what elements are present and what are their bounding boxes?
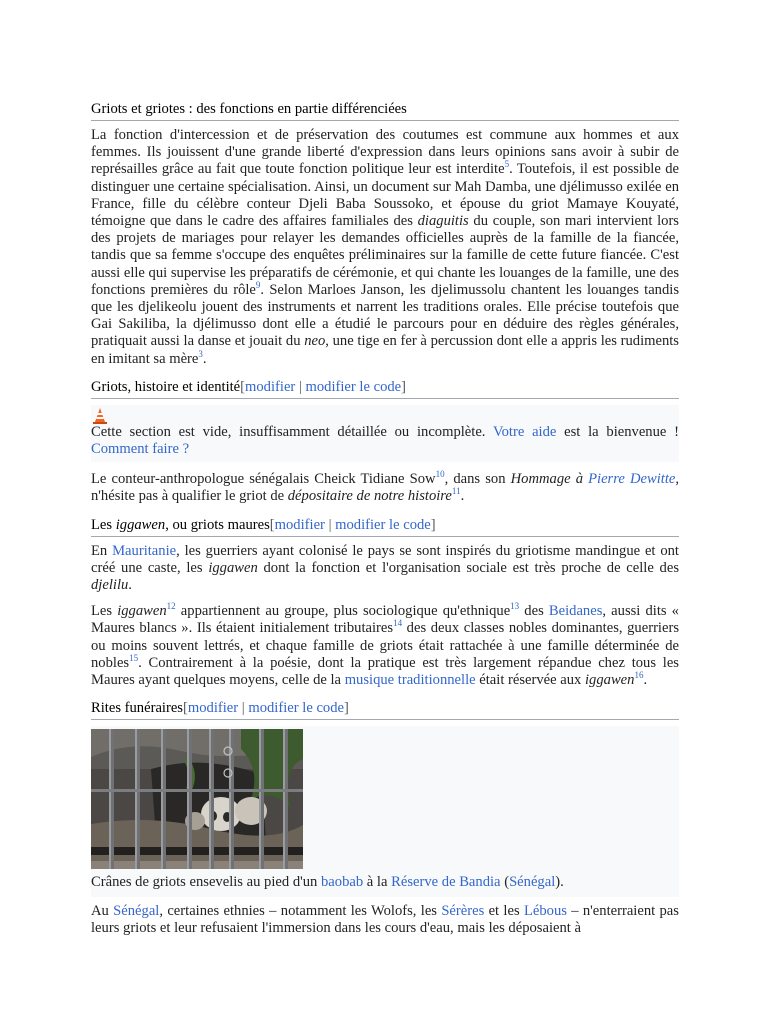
reference-link[interactable]: 11: [451, 486, 461, 497]
sereres-link[interactable]: Sérères: [441, 903, 485, 920]
section-heading-iggawen: [91, 516, 679, 537]
edit-code-link[interactable]: modifier le code: [248, 700, 344, 717]
figure: [91, 726, 679, 897]
notice-text: Cette section est vide, insuffisamment détaillée ou incomplète.: [91, 423, 486, 440]
edit-section-links: [modifier | modifier le code]: [183, 700, 349, 717]
paragraph: En Mauritanie, les guerriers ayant colonisé le pays se sont inspirés du griotisme mandingue et ont créé une caste, les iggawen dont la fonction et l'organisation sociale est très proche de celle des djelilu.: [91, 542, 680, 594]
section-heading-histoire-identite: [91, 378, 679, 399]
reserve-bandia-link[interactable]: Réserve de Bandia: [391, 874, 501, 891]
paragraph: Le conteur-anthropologue sénégalais Cheick Tidiane Sow$^{10}$, dans son Hommage à Pierre Dewitte, n'hésite pas à qualifier le griot de dépositaire de notre histoire$^{11}$.: [91, 469, 680, 505]
paragraph: Les iggawen$^{12}$ appartiennent au groupe, plus sociologique qu'ethnique$^{13}$ des Beidanes, aussi dits « Maures blancs ». Ils étaient initialement tributaires$^{14}$ des deux classes nobles dominantes, guerriers ou moins souvent lettrés, et chaque famille de griots était rattachée à une famille déterminée de nobles$^{15}$. Contrairement à la poésie, dont la pratique est très largement répandue chez tous les Maures ayant quelques moyens, celle de la musique traditionnelle était réservée aux iggawen$^{16}$.: [91, 601, 679, 689]
reference-link[interactable]: 15: [129, 653, 139, 664]
senegal-link[interactable]: Sénégal: [113, 903, 160, 920]
griot-skulls-photo[interactable]: [91, 729, 303, 869]
edit-link[interactable]: modifier: [274, 516, 325, 533]
reference-link[interactable]: 13: [510, 601, 520, 612]
reference-link[interactable]: 16: [634, 670, 644, 681]
article-content: [91, 100, 679, 947]
section-title: Griots, histoire et identité: [91, 378, 241, 395]
reference-link[interactable]: 12: [166, 601, 176, 612]
how-to-link[interactable]: Comment faire ?: [91, 441, 190, 458]
traffic-cone-icon: [93, 408, 107, 424]
paragraph: La fonction d'intercession et de préservation des coutumes est commune aux hommes et aux femmes. Ils jouissent d'une grande liberté d'expression dans leurs opinions sans avoir à subir de représailles grâce au fait que toute fonction politique leur est interdite$^5$. Toutefois, il est possible de distinguer une certaine spécialisation. Ainsi, un document sur Mah Damba, une djélimusso exilée en France, fille du célèbre conteur Djeli Baba Soussoko, et épouse du griot Mamaye Kouyaté, témoigne que dans le cadre des affaires familiales des diaguitis du couple, son mari intervient lors des projets de mariages pour relayer les demandes officielles auprès de la famille de la fiancée, tandis que sa femme s'occupe des enquêtes préliminaires sur la famille de cette future fiancée. C'est aussi elle qui supervise les préparatifs de cérémonie, et qui chante les louanges de la famille, une des fonctions premières du rôle$^9$. Selon Marloes Janson, les djelimussolu chantent les louanges tandis que les djelikeolu jouent des instruments et narrent les traditions orales. Elle précise toutefois que Gai Sakiliba, la djélimusso dont elle a étudié le parcours pour en déduire des règles générales, pratiquait aussi la danse et jouait du neo, une tige en fer à percussion dont elle a appris les rudiments en imitant sa mère$^3$.: [91, 127, 679, 367]
edit-code-link[interactable]: modifier le code: [305, 378, 402, 395]
senegal-link[interactable]: Sénégal: [509, 874, 556, 891]
reference-link[interactable]: 5: [504, 159, 510, 170]
lebous-link[interactable]: Lébous: [523, 903, 567, 920]
section-title: Les iggawen, ou griots maures: [91, 516, 270, 533]
edit-link[interactable]: modifier: [245, 378, 296, 395]
reference-link[interactable]: 10: [435, 469, 445, 480]
pierre-dewitte-link[interactable]: Pierre Dewitte: [588, 471, 676, 488]
edit-section-links: [modifier | modifier le code]: [240, 378, 407, 395]
incomplete-section-notice: Cette section est vide, insuffisamment détaillée ou incomplète. Votre aide est la bienvenue ! Comment faire ?: [91, 405, 679, 462]
section-title: Rites funéraires: [91, 700, 183, 717]
mauritanie-link[interactable]: Mauritanie: [112, 542, 177, 559]
reference-link[interactable]: 9: [255, 279, 261, 290]
help-link[interactable]: Votre aide: [492, 423, 557, 440]
section-heading-griots-griotes: [91, 100, 679, 121]
section-title: Griots et griotes : des fonctions en partie différenciées: [91, 101, 407, 117]
paragraph: Au Sénégal, certaines ethnies – notamment les Wolofs, les Sérères et les Lébous – n'enterraient pas leurs griots et leur refusaient l'immersion dans les cours d'eau, mais les déposaient à: [91, 903, 679, 937]
section-heading-rites-funeraires: [91, 699, 679, 720]
edit-link[interactable]: modifier: [187, 700, 239, 717]
baobab-link[interactable]: baobab: [321, 874, 364, 891]
edit-section-links: [modifier | modifier le code]: [269, 516, 436, 533]
musique-traditionnelle-link[interactable]: musique traditionnelle: [344, 672, 476, 689]
reference-link[interactable]: 3: [198, 348, 203, 359]
edit-code-link[interactable]: modifier le code: [335, 516, 431, 533]
reference-link[interactable]: 14: [393, 618, 403, 629]
figure-caption: Crânes de griots ensevelis au pied d'un baobab à la Réserve de Bandia (Sénégal).: [91, 874, 564, 891]
beidanes-link[interactable]: Beidanes: [548, 603, 603, 620]
